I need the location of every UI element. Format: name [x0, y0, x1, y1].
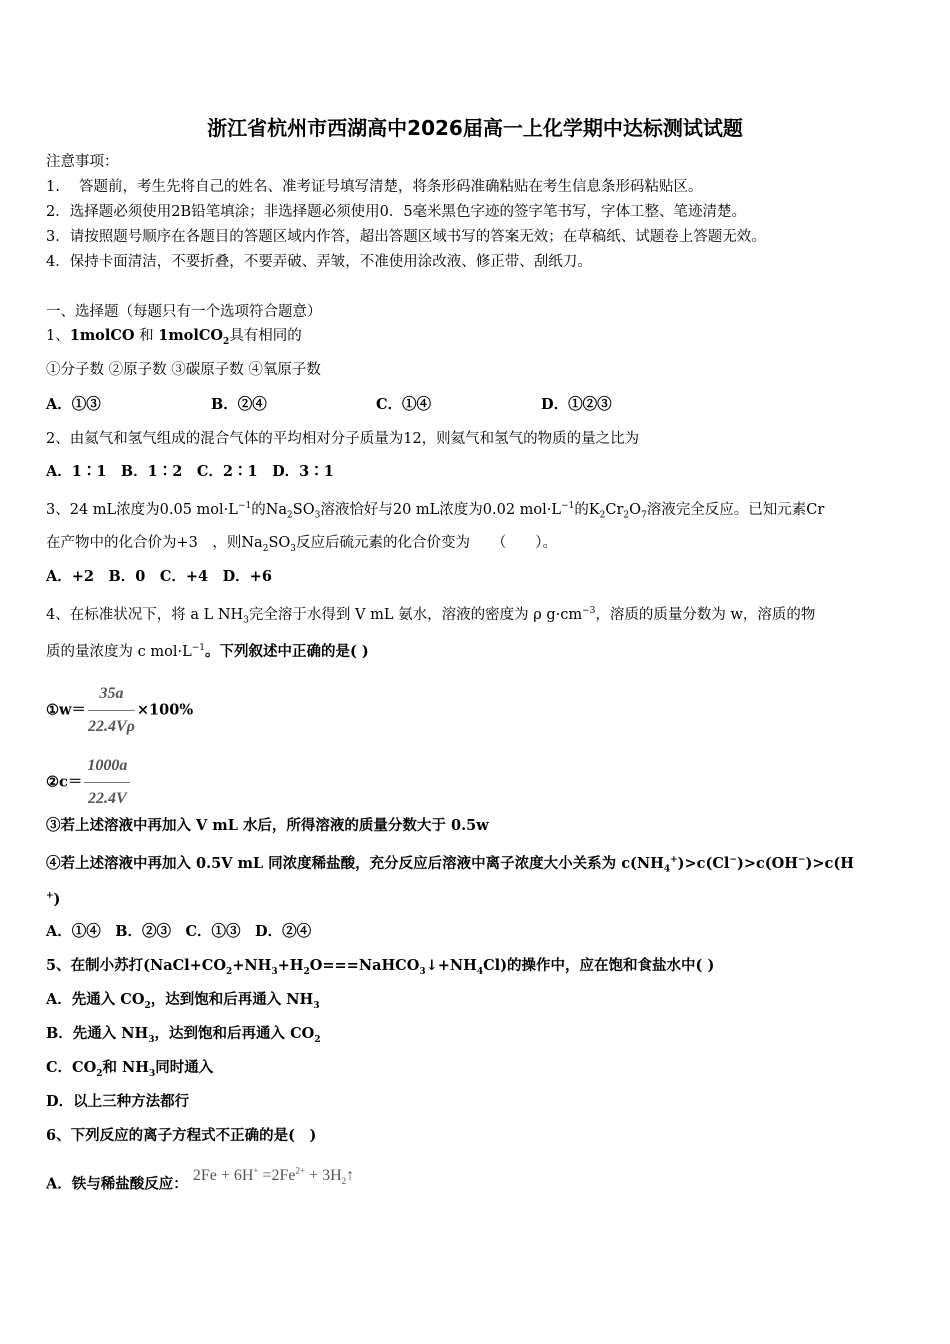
- q3-sub: 2: [599, 510, 606, 521]
- eq-sup: 2+: [295, 1166, 306, 1176]
- q3-text: 在产物中的化合价为+3 ，则Na: [46, 535, 263, 551]
- q1-subscript: 2: [223, 336, 230, 347]
- q1-text: 1molCO: [158, 327, 224, 344]
- q4-item1-label: ①w＝: [46, 701, 86, 719]
- q4-text: 4、在标准状况下，将 a L NH: [46, 606, 244, 623]
- q5-text: +H: [277, 957, 304, 974]
- q4-text: ): [53, 890, 61, 908]
- q4-sup: −: [729, 855, 737, 865]
- note-item-3: 3．请按照题号顺序在各题目的答题区域内作答，超出答题区域书写的答案无效；在草稿纸、试题卷上答题无效。: [46, 229, 766, 245]
- q4-sub: 4: [663, 864, 671, 875]
- q4-sub: 3: [243, 615, 249, 626]
- note-item-1: 1. 答题前，考生先将自己的姓名、准考证号填写清楚，将条形码准确粘贴在考生信息条形码粘贴区。: [46, 179, 703, 195]
- q5-option-a: [46, 990, 320, 1016]
- q3-sub: 7: [641, 510, 647, 521]
- q6-equation: [192, 1166, 355, 1187]
- q1-number: 1、: [46, 328, 70, 344]
- q3-sub: 3: [290, 543, 297, 554]
- q4-sup: +: [46, 891, 54, 901]
- question-6-stem: 6、下列反应的离子方程式不正确的是( ): [46, 1127, 317, 1144]
- q5-option-d: D．以上三种方法都行: [46, 1093, 190, 1110]
- q3-sub: 2: [262, 543, 269, 554]
- question-4-item-2: [46, 752, 132, 813]
- q5-sub: 2: [96, 1068, 103, 1079]
- notes-heading: 注意事项：: [46, 154, 119, 170]
- q1-option-c: C．①④: [376, 396, 432, 413]
- q5-text: 同时通入: [155, 1059, 214, 1076]
- q3-text: Cr: [605, 501, 624, 518]
- q5-text: ，达到饱和后再通入 NH: [150, 991, 314, 1008]
- q3-text: 溶液完全反应。已知元素Cr: [646, 501, 825, 518]
- q1-text: 1molCO: [69, 327, 135, 344]
- question-2-stem: 2、由氦气和氢气组成的混合气体的平均相对分子质量为12，则氦气和氢气的物质的量之比为: [46, 431, 640, 447]
- q1-option-a: A．①③: [46, 396, 101, 413]
- q4-item2-fraction: [84, 752, 130, 813]
- q5-option-c: [46, 1058, 213, 1084]
- q5-sub: 2: [225, 966, 233, 977]
- note-item-4: 4．保持卡面清洁，不要折叠，不要弄破、弄皱，不准使用涂改液、修正带、刮纸刀。: [46, 254, 592, 270]
- question-5-stem: [46, 956, 714, 982]
- q3-sub: 2: [287, 510, 293, 521]
- q5-text: 和 NH: [102, 1059, 149, 1076]
- question-1-items: ①分子数 ②原子数 ③碳原子数 ④氧原子数: [46, 362, 321, 378]
- q4-text: )>c(Cl: [677, 854, 730, 872]
- q3-sub: 3: [314, 510, 321, 521]
- q4-text: ，溶质的质量分数为 w，溶质的物: [595, 606, 816, 623]
- q3-text: SO: [268, 535, 291, 551]
- q4-sup: −3: [582, 606, 596, 616]
- fraction-denominator: 22.4Vρ: [87, 718, 135, 735]
- eq-sub: 2: [341, 1176, 347, 1187]
- q3-text: 反应后硫元素的化合价变为 （ ）。: [296, 535, 558, 551]
- q1-option-d: D．①②③: [541, 396, 612, 413]
- fraction-numerator: 1000a: [84, 752, 130, 783]
- q3-text: SO: [292, 501, 315, 518]
- q4-sup: −1: [191, 643, 205, 653]
- q1-text: 和: [139, 328, 154, 344]
- fraction-denominator: 22.4V: [87, 790, 127, 807]
- q5-text: Cl)的操作中，应在饱和食盐水中( ): [483, 957, 715, 974]
- q1-text: 具有相同的: [229, 328, 302, 344]
- q4-sup: +: [670, 855, 678, 865]
- q6-option-a-label: A．铁与稀盐酸反应：: [46, 1175, 188, 1193]
- q3-sup: −1: [237, 501, 252, 511]
- q5-sub: 4: [476, 966, 484, 977]
- q5-sub: 3: [419, 966, 426, 977]
- eq-text: 2Fe + 6H: [192, 1167, 254, 1185]
- q5-option-b: [46, 1024, 321, 1050]
- q5-sub: 2: [314, 1034, 321, 1045]
- q3-text: 3、24 mL浓度为0.05 mol·L: [46, 501, 238, 518]
- q3-text: O: [629, 501, 642, 518]
- q3-sup: −1: [561, 501, 575, 511]
- question-3-stem-line-2: [46, 533, 557, 559]
- q4-text: 质的量浓度为 c mol·L: [46, 643, 192, 660]
- eq-sup: +: [253, 1166, 259, 1176]
- question-3-stem-line-1: [46, 496, 824, 526]
- q3-text: 溶液恰好与20 mL浓度为0.02 mol·L: [320, 501, 562, 518]
- q5-text: C．CO: [46, 1059, 97, 1076]
- q4-text: 完全溶于水得到 V mL 氨水，溶液的密度为 ρ g·cm: [248, 606, 583, 623]
- question-4-stem-line-1: [46, 601, 815, 631]
- question-4-stem-line-2: [46, 638, 369, 662]
- question-4-item-4: [46, 850, 854, 880]
- eq-text: + 3H: [305, 1167, 342, 1185]
- q4-text: ④若上述溶液中再加入 0.5V mL 同浓度稀盐酸，充分反应后溶液中离子浓度大小关系为 c(NH: [46, 854, 664, 872]
- q5-sub: 2: [144, 1000, 151, 1011]
- section-heading: 一、选择题（每题只有一个选项符合题意）: [46, 304, 322, 320]
- question-4-item-3: ③若上述溶液中再加入 V mL 水后，所得溶液的质量分数大于 0.5w: [46, 817, 489, 834]
- q4-text: )>c(OH: [736, 854, 798, 872]
- q5-text: ，达到饱和后再通入 CO: [154, 1025, 315, 1042]
- q5-sub: 3: [148, 1034, 155, 1045]
- q3-text: 的Na: [251, 501, 288, 518]
- page-title: 浙江省杭州市西湖高中2026届高一上化学期中达标测试试题: [207, 116, 743, 140]
- question-3-options: A．+2 B．0 C．+4 D．+6: [46, 568, 272, 585]
- q5-sub: 3: [313, 1000, 320, 1011]
- q6-option-a: [46, 1166, 354, 1203]
- question-1-stem: [46, 326, 302, 352]
- q5-text: 5、在制小苏打(NaCl+CO: [46, 957, 226, 974]
- q4-item2-label: ②c＝: [46, 773, 83, 791]
- q4-sup: −: [798, 855, 806, 865]
- q5-sub: 2: [303, 966, 310, 977]
- q5-sub: 3: [271, 966, 278, 977]
- q3-sub: 2: [623, 510, 630, 521]
- q4-text: )>c(H: [805, 854, 854, 872]
- q5-text: O===NaHCO: [309, 957, 420, 974]
- question-4-item-4-cont: [46, 886, 60, 910]
- eq-text: ↑: [346, 1167, 355, 1185]
- q4-item1-fraction: [88, 680, 135, 741]
- q5-text: B．先通入 NH: [46, 1025, 149, 1042]
- q5-sub: 3: [149, 1068, 156, 1079]
- q5-text: +NH: [232, 957, 272, 974]
- question-4-item-1: [46, 680, 193, 741]
- q4-item1-tail: ×100%: [136, 701, 194, 719]
- question-4-options: A．①④ B．②③ C．①③ D．②④: [46, 923, 312, 940]
- note-item-2: 2．选择题必须使用2B铅笔填涂；非选择题必须使用0．5毫米黑色字迹的签字笔书写，字体工整、笔迹清楚。: [46, 204, 747, 220]
- eq-text: =2Fe: [258, 1167, 296, 1185]
- q5-text: ↓+NH: [425, 957, 477, 974]
- q1-option-b: B．②④: [211, 396, 267, 413]
- q3-text: 的K: [574, 501, 600, 518]
- q4-text: 。下列叙述中正确的是( ): [204, 642, 369, 660]
- question-2-options: A．1∶1 B．1∶2 C．2∶1 D．3∶1: [46, 463, 334, 480]
- q5-text: A．先通入 CO: [46, 991, 145, 1008]
- fraction-numerator: 35a: [88, 680, 135, 711]
- question-1-options: [46, 395, 612, 415]
